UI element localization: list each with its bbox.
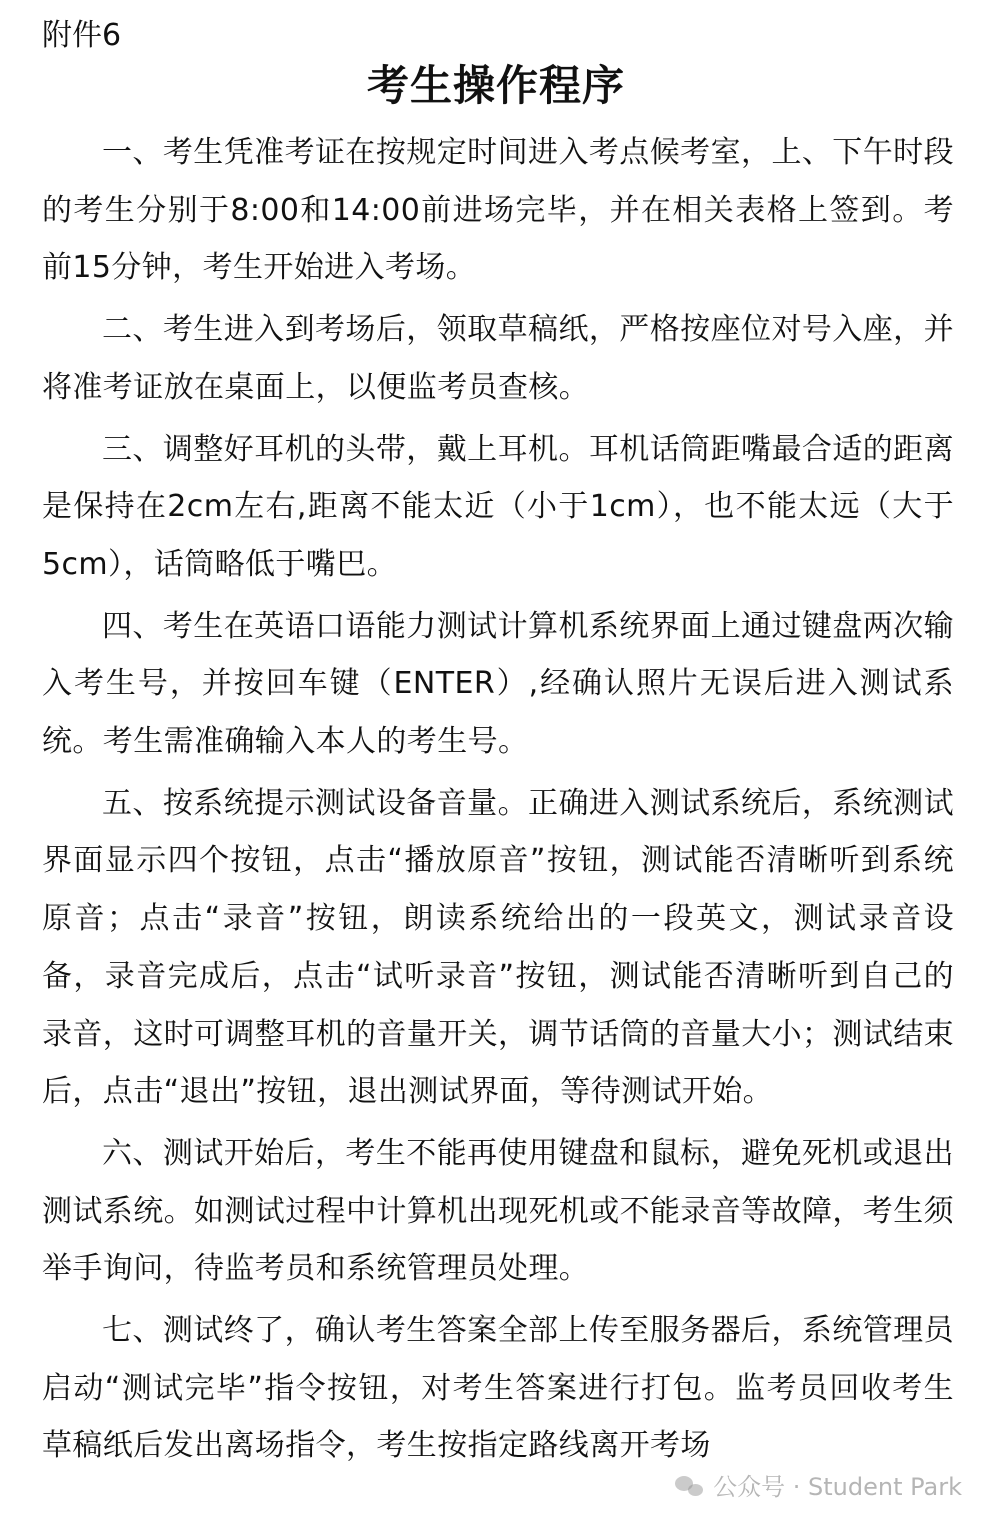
- document-title: 考生操作程序: [366, 61, 625, 110]
- watermark: [675, 1472, 962, 1502]
- paragraph-3: 三、调整好耳机的头带，戴上耳机。耳机话筒距嘴最合适的距离是保持在2cm左右,距离不能太近（小于1cm），也不能太远（大于5cm），话筒略低于嘴巴。: [42, 431, 954, 582]
- watermark-text: 公众号 · Student Park: [713, 1473, 962, 1501]
- paragraph-7: 七、测试终了，确认考生答案全部上传至服务器后，系统管理员启动“测试完毕”指令按钮，对考生答案进行打包。监考员回收考生草稿纸后发出离场指令，考生按指定路线离开考场: [42, 1313, 954, 1464]
- paragraph-6: 六、测试开始后，考生不能再使用键盘和鼠标，避免死机或退出测试系统。如测试过程中计算机出现死机或不能录音等故障，考生须举手询问，待监考员和系统管理员处理。: [42, 1135, 954, 1287]
- paragraph-2: 二、考生进入到考场后，领取草稿纸，严格按座位对号入座，并将准考证放在桌面上，以便监考员查核。: [42, 312, 954, 405]
- paragraph-1: 一、考生凭准考证在按规定时间进入考点候考室，上、下午时段的考生分别于8:00和14:00前进场完毕，并在相关表格上签到。考前15分钟，考生开始进入考场。: [42, 135, 954, 286]
- annex-label: 附件6: [42, 18, 122, 53]
- paragraph-5: 五、按系统提示测试设备音量。正确进入测试系统后，系统测试界面显示四个按钮，点击“播放原音”按钮，测试能否清晰听到系统原音；点击“录音”按钮，朗读系统给出的一段英文，测试录音设备，录音完成后，点击“试听录音”按钮，测试能否清晰听到自己的录音，这时可调整耳机的音量开关，调节话筒的音量大小；测试结束后，点击“退出”按钮，退出测试界面，等待测试开始。: [42, 785, 954, 1110]
- paragraph-4: 四、考生在英语口语能力测试计算机系统界面上通过键盘两次输入考生号，并按回车键（ENTER）,经确认照片无误后进入测试系统。考生需准确输入本人的考生号。: [42, 608, 954, 760]
- wechat-icon: [675, 1476, 705, 1498]
- document-body: [42, 124, 954, 1479]
